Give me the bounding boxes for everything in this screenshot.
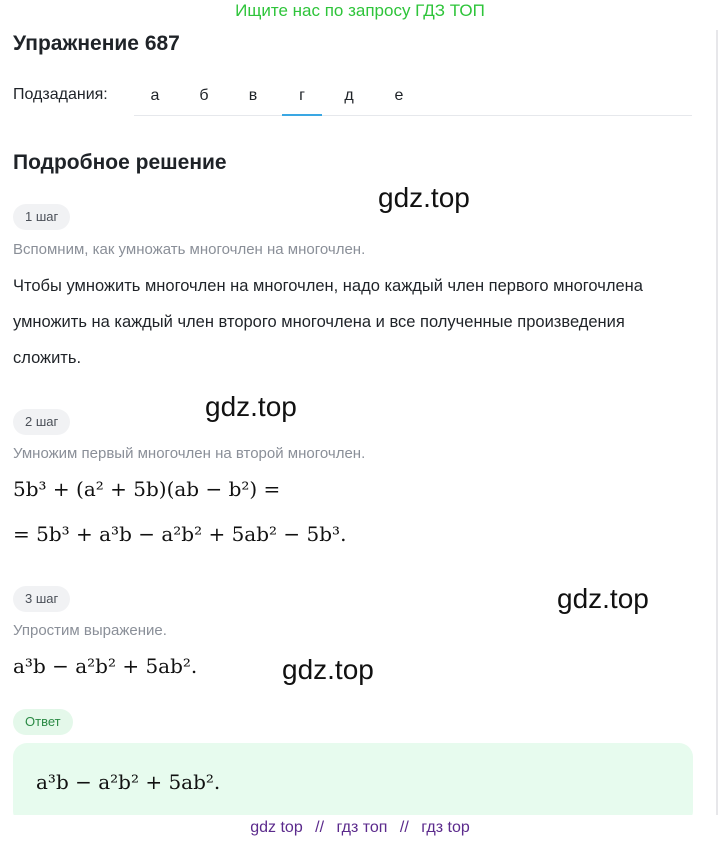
math-expression: = 5b³ + a³b − a²b² + 5ab² − 5b³. [13,522,347,546]
footer-separator: // [399,819,409,836]
watermark: gdz.top [282,654,374,685]
scrollbar-track[interactable] [716,30,718,820]
solution-title: Подробное решение [13,151,227,174]
footer-link[interactable]: gdz top [250,819,303,836]
watermark: gdz.top [557,583,649,614]
step-hint: Вспомним, как умножать многочлен на многочлен. [13,241,366,258]
step-text: Чтобы умножить многочлен на многочлен, надо каждый член первого многочлена умножить на каждый член второго многочлена и все полученные произведения сложить. [13,277,643,367]
tab-d[interactable]: д [344,87,354,104]
math-expression: 5b³ + (a² + 5b)(ab − b²) = [13,477,281,501]
watermark: gdz.top [205,391,297,422]
footer-separator: // [315,819,325,836]
step-hint: Умножим первый многочлен на второй многочлен. [13,445,366,462]
tab-b[interactable]: б [199,87,209,104]
tab-e[interactable]: е [394,87,404,104]
step-badge: 2 шаг [13,409,70,435]
answer-expression: a³b − a²b² + 5ab². [36,770,221,794]
page-title: Упражнение 687 [13,32,180,55]
footer-links [0,815,720,843]
step-badge: 3 шаг [13,586,70,612]
watermark: gdz.top [378,182,470,213]
step-hint: Упростим выражение. [13,622,167,639]
footer-link[interactable]: гдз топ [336,819,388,836]
tab-v[interactable]: в [248,87,258,104]
answer-badge: Ответ [13,709,73,735]
math-expression: a³b − a²b² + 5ab². [13,654,198,678]
tab-a[interactable]: а [150,87,160,104]
footer-link[interactable]: гдз top [421,819,470,836]
step-badge: 1 шаг [13,204,70,230]
subtasks-label: Подзадания: [13,86,108,103]
search-banner: Ищите нас по запросу ГДЗ ТОП [235,1,485,20]
tab-g[interactable]: г [282,80,322,116]
